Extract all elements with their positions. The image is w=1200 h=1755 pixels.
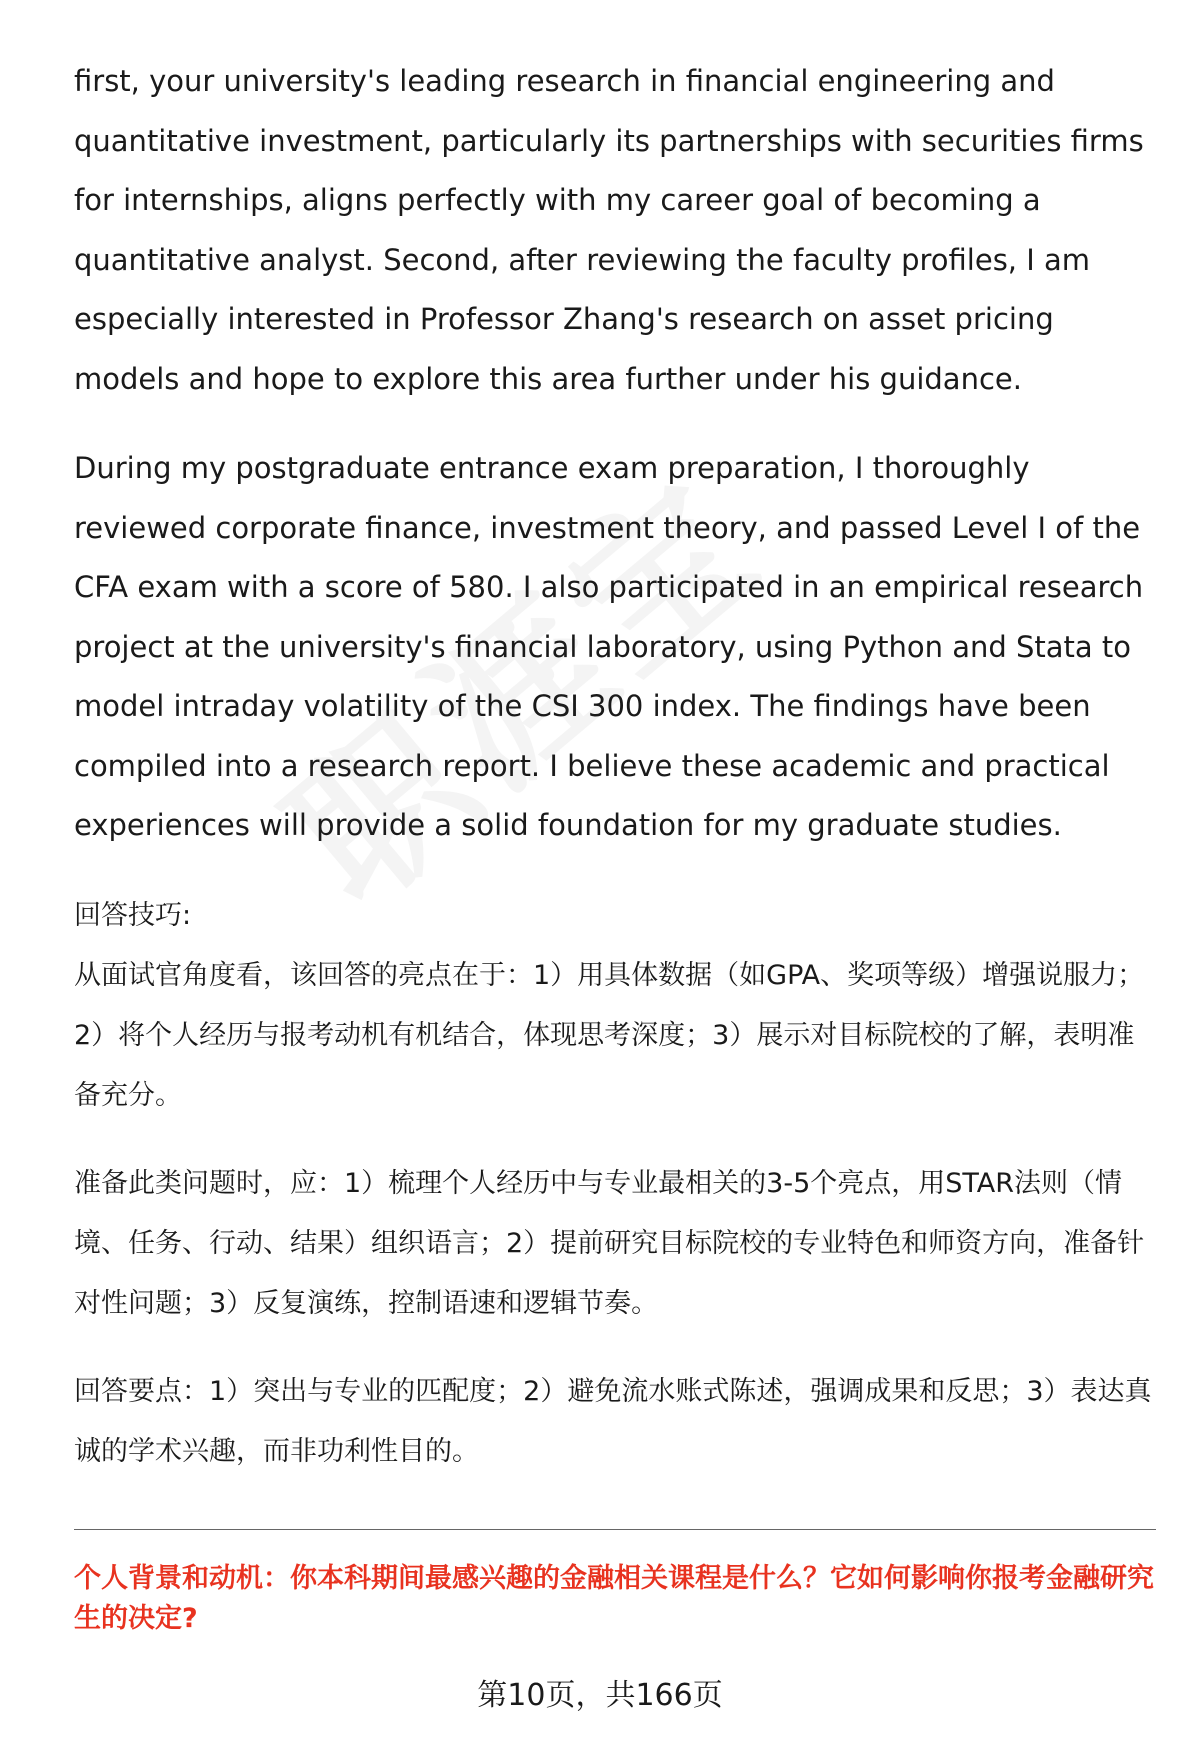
page-body bbox=[74, 52, 1154, 1510]
tips-paragraph-2: 准备此类问题时，应：1）梳理个人经历中与专业最相关的3-5个亮点，用STAR法则（情境、任务、行动、结果）组织语言；2）提前研究目标院校的专业特色和师资方向，准备针对性问题；3）反复演练，控制语速和逻辑节奏。 bbox=[74, 1167, 1145, 1319]
section-divider bbox=[74, 1529, 1156, 1530]
answer-paragraph-2: During my postgraduate entrance exam preparation, I thoroughly reviewed corporate finance, investment theory, and passed Level I of the CFA exam with a score of 580. I also participated in an empirical research project at the university's financial laboratory, using Python and Stata to model intraday volatility of the CSI 300 index. The findings have been compiled into a research report. I believe these academic and practical experiences will provide a solid foundation for my graduate studies. bbox=[74, 451, 1144, 842]
page-number: 第10页，共166页 bbox=[477, 1678, 723, 1713]
tips-paragraph-1: 从面试官角度看，该回答的亮点在于：1）用具体数据（如GPA、奖项等级）增强说服力；2）将个人经历与报考动机有机结合，体现思考深度；3）展示对目标院校的了解，表明准备充分。 bbox=[74, 959, 1145, 1111]
tips-label: 回答技巧: bbox=[74, 899, 192, 931]
answer-paragraph-1: first, your university's leading research in financial engineering and quantitative investment, particularly its partnerships with securities firms for internships, aligns perfectly with my career goal of becoming a quantitative analyst. Second, after reviewing the faculty profiles, I am especially interested in Professor Zhang's research on asset pricing models and hope to explore this area further under his guidance. bbox=[74, 64, 1144, 396]
tips-paragraph-3: 回答要点：1）突出与专业的匹配度；2）避免流水账式陈述，强调成果和反思；3）表达真诚的学术兴趣，而非功利性目的。 bbox=[74, 1375, 1152, 1467]
next-question-heading: 个人背景和动机：你本科期间最感兴趣的金融相关课程是什么？它如何影响你报考金融研究生的决定? bbox=[74, 1563, 1154, 1634]
